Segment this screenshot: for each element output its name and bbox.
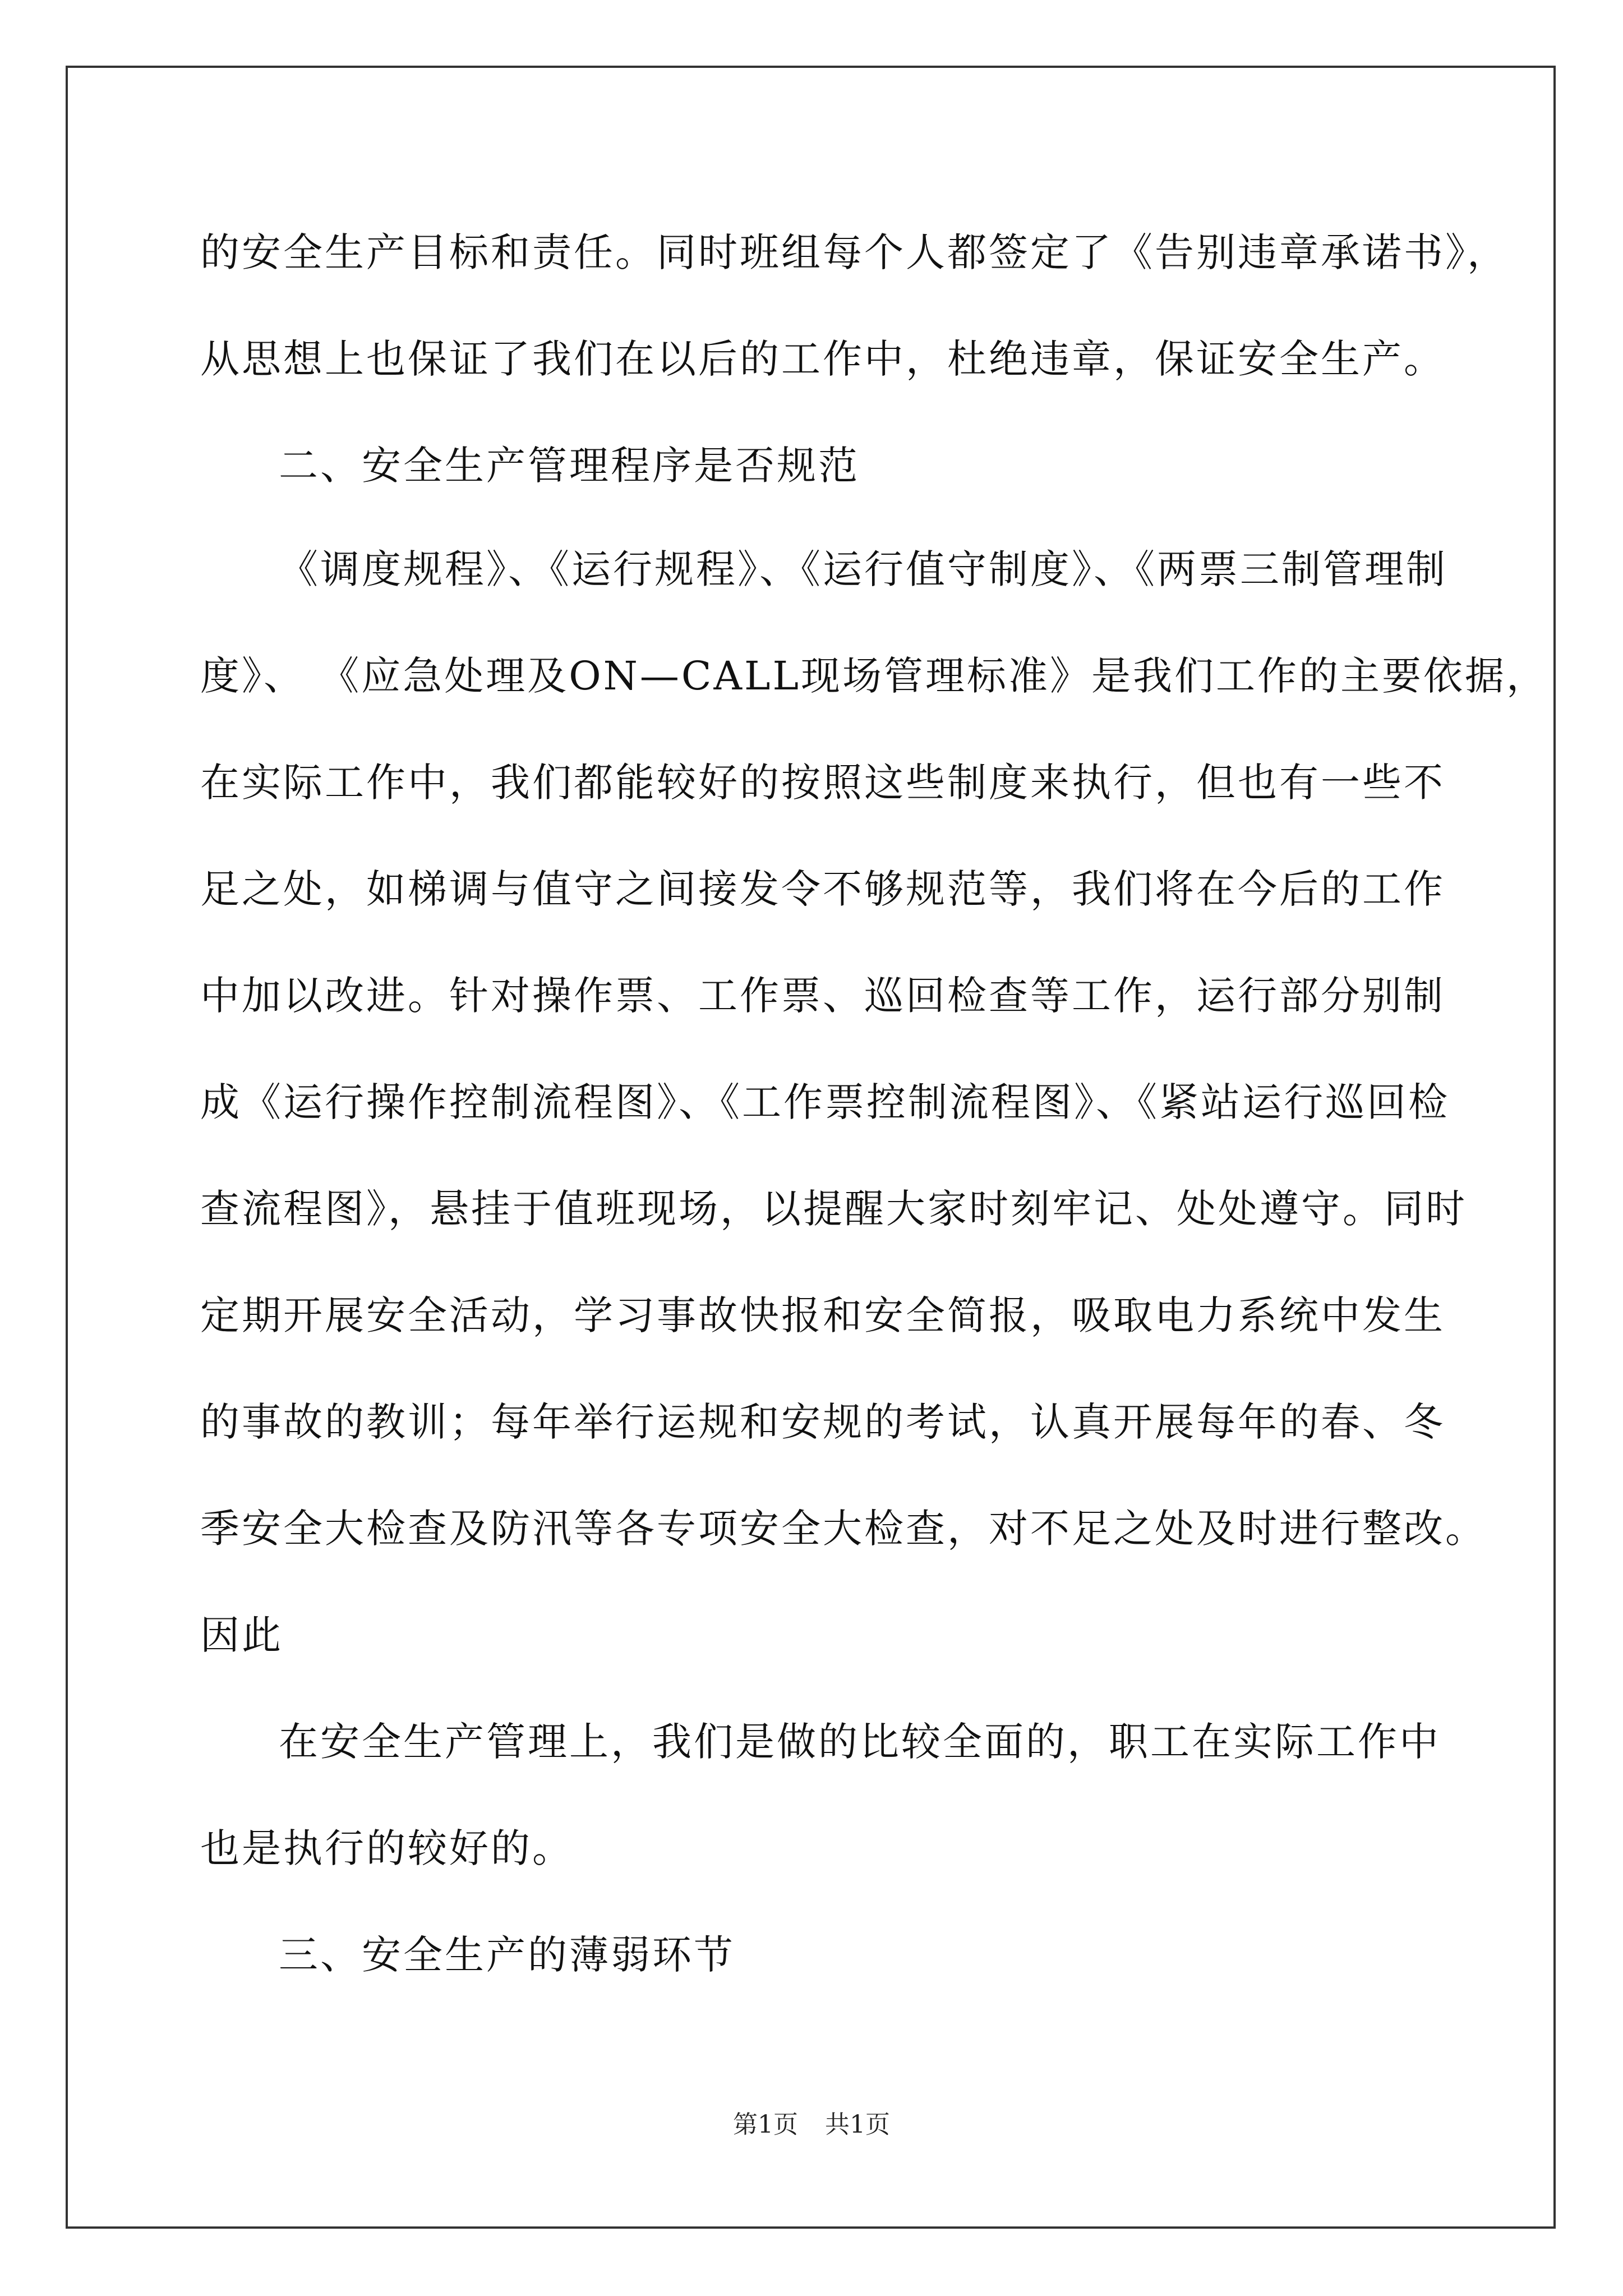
page-border bbox=[66, 66, 1556, 2229]
text-line: 度》、 《应急处理及ON—CALL现场管理标准》是我们工作的主要依据， bbox=[200, 653, 1548, 699]
page-count: 共1页 bbox=[825, 2110, 890, 2139]
page-number: 第1页 bbox=[733, 2110, 798, 2139]
text-line: 在实际工作中，我们都能较好的按照这些制度来执行，但也有一些不 bbox=[200, 760, 1445, 806]
text-line: 的安全生产目标和责任。同时班组每个人都签定了《告别违章承诺书》， bbox=[200, 229, 1509, 275]
text-line: 查流程图》，悬挂于值班现场，以提醒大家时刻牢记、处处遵守。同时 bbox=[200, 1186, 1467, 1232]
section-heading: 二、安全生产管理程序是否规范 bbox=[279, 443, 860, 489]
page-footer bbox=[0, 2108, 1623, 2142]
text-line: 足之处，如梯调与值守之间接发令不够规范等，我们将在今后的工作 bbox=[200, 866, 1445, 912]
text-line: 季安全大检查及防汛等各专项安全大检查，对不足之处及时进行整改。 bbox=[200, 1506, 1487, 1552]
text-line: 中加以改进。针对操作票、工作票、巡回检查等工作，运行部分别制 bbox=[200, 973, 1445, 1019]
text-line: 成《运行操作控制流程图》、《工作票控制流程图》、《紧站运行巡回检 bbox=[200, 1079, 1450, 1125]
text-line: 也是执行的较好的。 bbox=[200, 1825, 574, 1871]
section-heading: 三、安全生产的薄弱环节 bbox=[279, 1932, 735, 1978]
text-line: 的事故的教训；每年举行运规和安规的考试，认真开展每年的春、冬 bbox=[200, 1399, 1445, 1445]
text-line: 《调度规程》、《运行规程》、《运行值守制度》、《两票三制管理制 bbox=[279, 546, 1447, 592]
text-line: 在安全生产管理上，我们是做的比较全面的，职工在实际工作中 bbox=[279, 1719, 1441, 1765]
text-line: 定期开展安全活动，学习事故快报和安全简报，吸取电力系统中发生 bbox=[200, 1292, 1445, 1338]
text-line: 从思想上也保证了我们在以后的工作中，杜绝违章，保证安全生产。 bbox=[200, 336, 1445, 382]
text-line: 因此 bbox=[200, 1612, 283, 1658]
